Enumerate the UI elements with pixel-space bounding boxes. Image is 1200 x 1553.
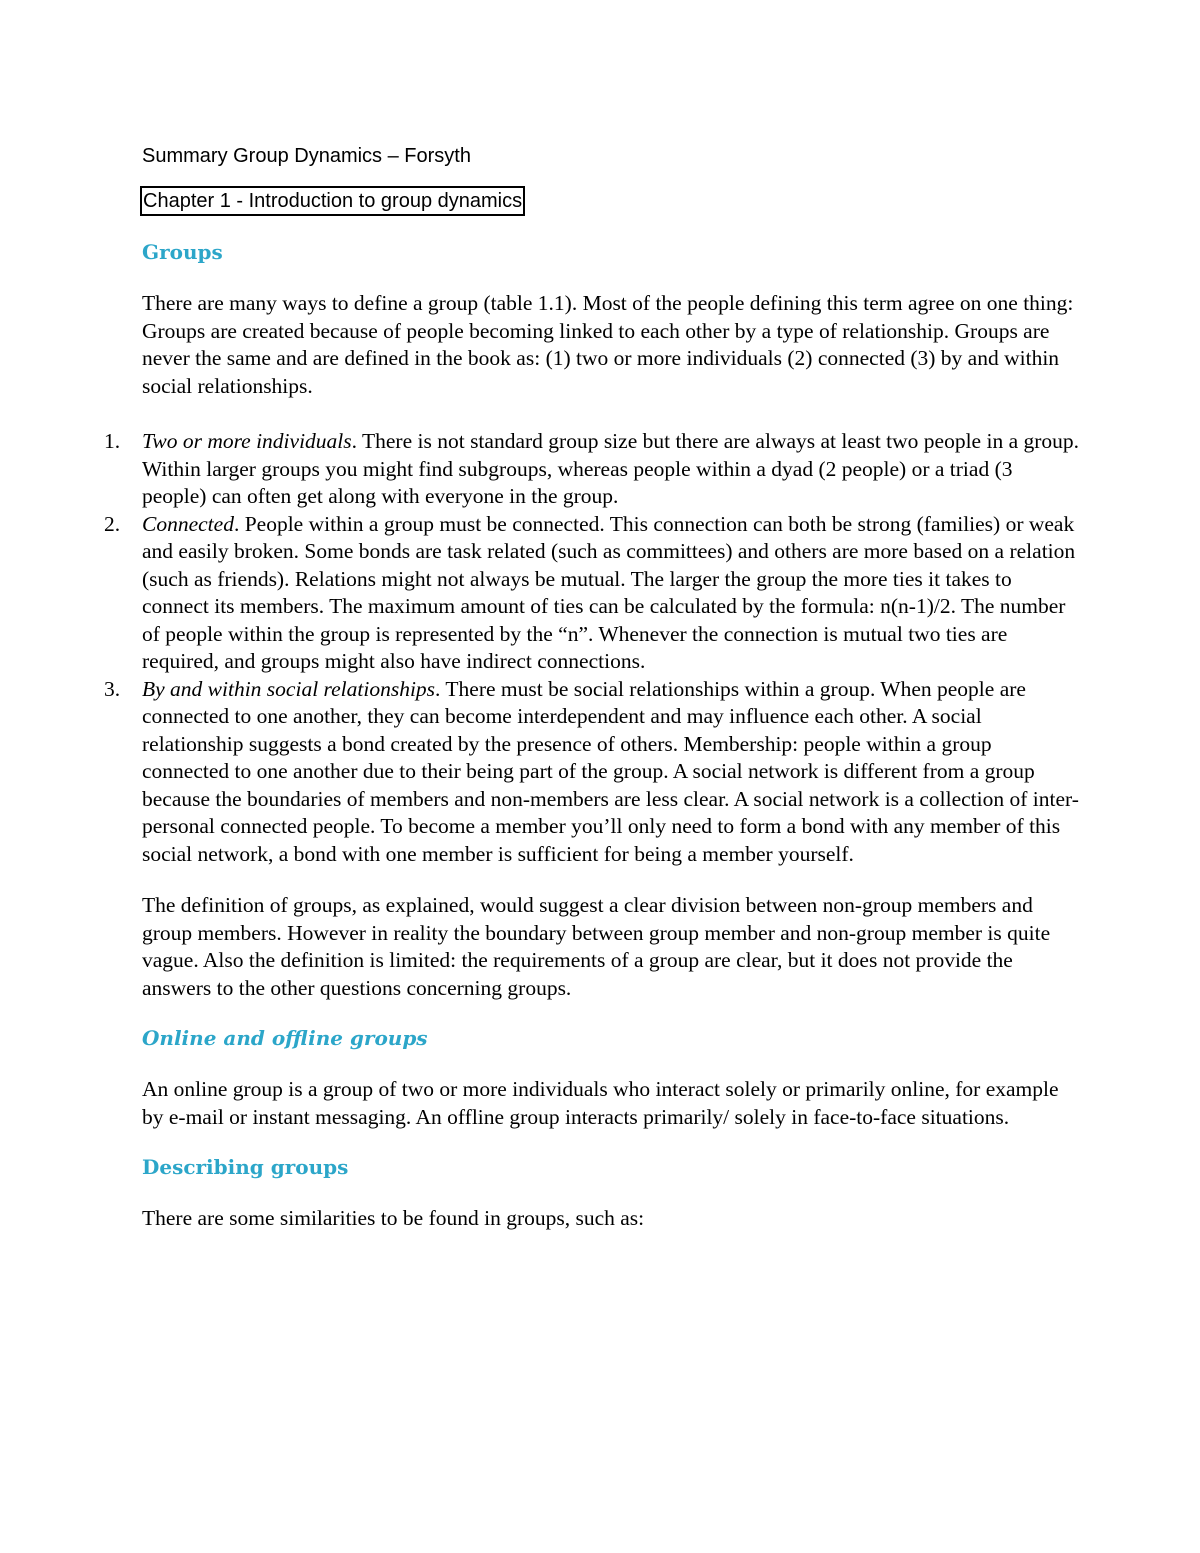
list-item-lead: Connected (142, 511, 234, 536)
document-title: Summary Group Dynamics – Forsyth (142, 145, 471, 167)
groups-closing-paragraph: The definition of groups, as explained, would suggest a clear division between non-group members and group members. However in reality the boundary between group member and non-group member is quite vague. Also the definition is limited: the requirements of a group are clear, but it does not provide the answers to the other questions concerning groups. (142, 893, 1051, 1000)
list-item-text: . There must be social relationships within a group. When people are connected to one another, they can become interdependent and may influence each other. A social relationship suggests a bond created by the presence of others. Membership: people within a group connected to one another due to their being part of the group. A social network is different from a group because the boundaries of members and non-members are less clear. A social network is a collection of inter-personal connected people. To become a member you’ll only need to form a bond with any member of this social network, a bond with one member is sufficient for being a member yourself. (142, 676, 1079, 866)
list-item (104, 511, 1082, 676)
groups-intro-paragraph: There are many ways to define a group (table 1.1). Most of the people defining this term agree on one thing: Groups are created because of people becoming linked to each other by a type of relationship. Groups are never the same and are defined in the book as: (1) two or more individuals (2) connected (3) by and within social relationships. (142, 291, 1074, 398)
section-heading-groups: Groups (142, 240, 223, 264)
list-item-text: . There is not standard group size but there are always at least two people in a group. Within larger groups you might find subgroups, whereas people within a dyad (2 people) or a triad (3 people) can often get along with everyone in the group. (142, 429, 1080, 508)
online-offline-paragraph: An online group is a group of two or more individuals who interact solely or primarily online, for example by e-mail or instant messaging. An offline group interacts primarily/ solely in face-to-face situations. (142, 1077, 1059, 1129)
list-item-lead: Two or more individuals (142, 429, 352, 453)
list-item-number: 1. (104, 429, 121, 453)
list-item-number: 2. (104, 511, 121, 536)
list-item (104, 676, 1082, 869)
describing-paragraph: There are some similarities to be found in groups, such as: (142, 1206, 645, 1230)
section-heading-describing: Describing groups (142, 1155, 349, 1179)
list-item-text: . People within a group must be connected. This connection can both be strong (families) or weak and easily broken. Some bonds are task related (such as committees) and others are more based on a relation (such as friends). Relations might not always be mutual. The larger the group the more ties it takes to connect its members. The maximum amount of ties can be calculated by the formula: n(n-1)/2. The number of people within the group is represented by the “n”. Whenever the connection is mutual two ties are required, and groups might also have indirect connections. (142, 511, 1076, 673)
section-heading-online-offline: Online and offline groups (142, 1026, 428, 1050)
document-content (104, 136, 1082, 1233)
list-item (104, 428, 1082, 511)
chapter-title: Chapter 1 - Introduction to group dynamics (140, 186, 525, 216)
list-item-lead: By and within social relationships (142, 676, 436, 701)
definition-list (104, 428, 1082, 868)
list-item-number: 3. (104, 676, 121, 701)
